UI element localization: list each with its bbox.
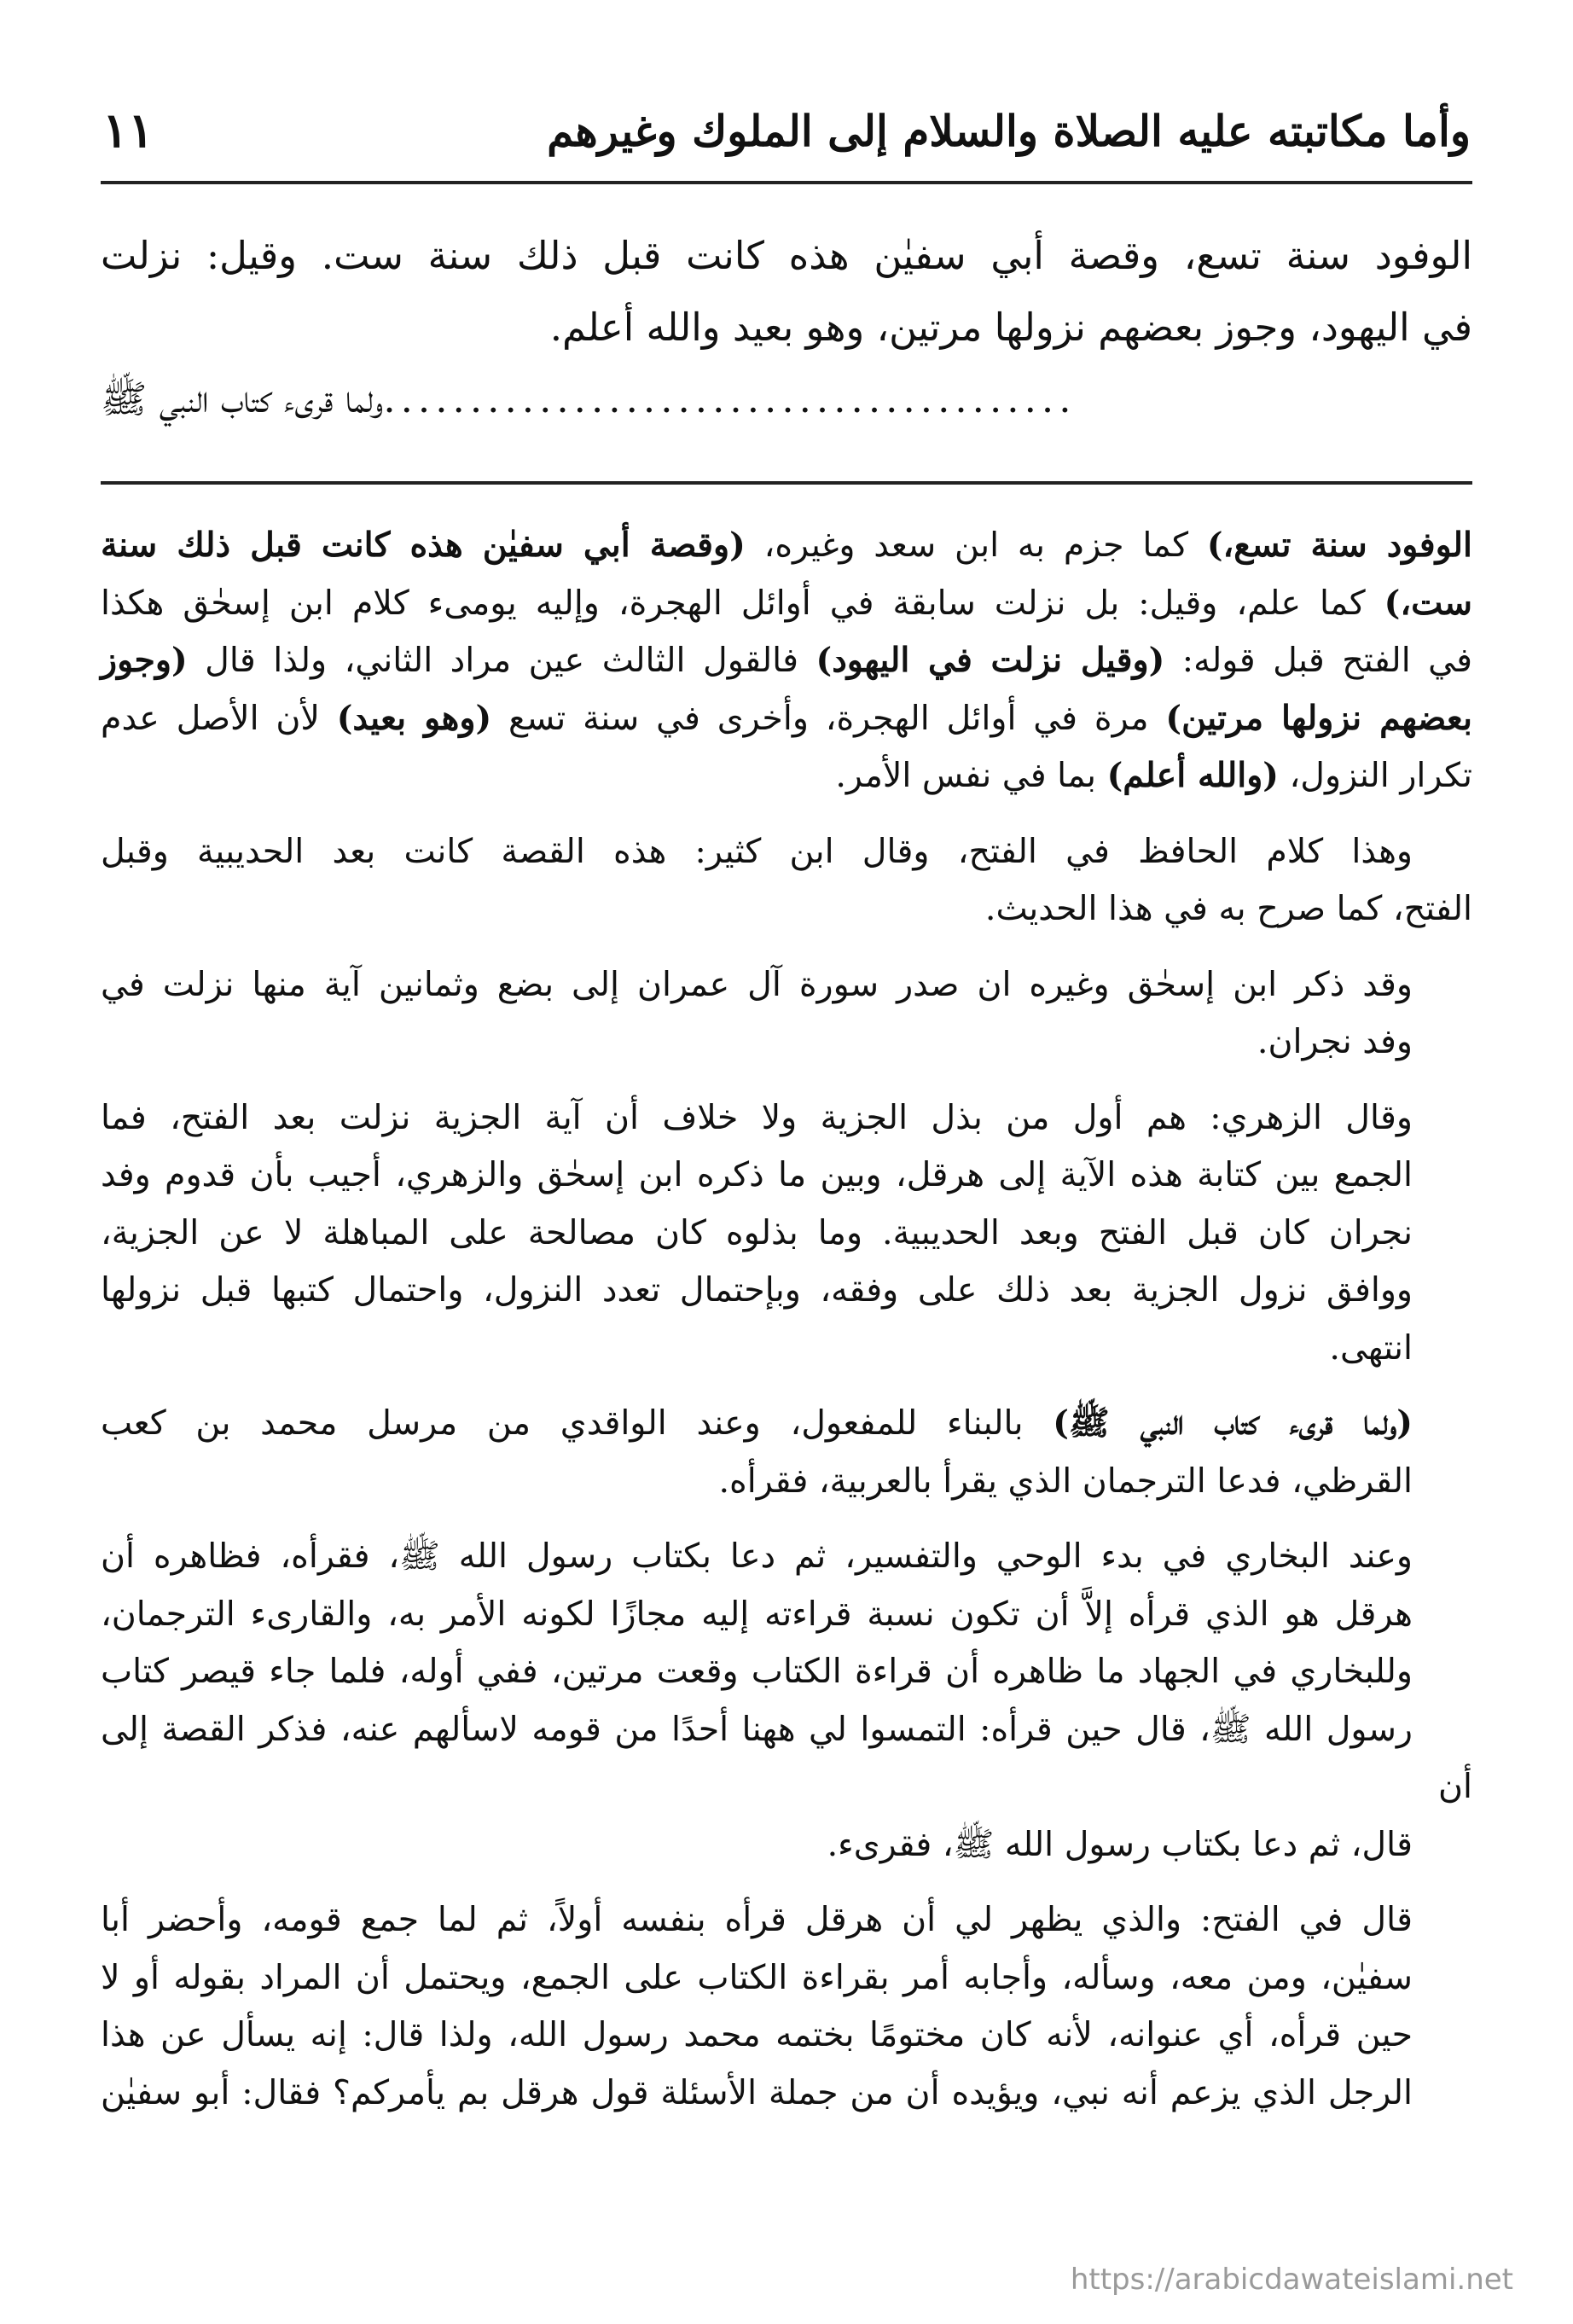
source-watermark: https://arabicdawateislami.net — [1070, 2263, 1513, 2297]
main-text-line: في اليهود، وجوز بعضهم نزولها مرتين، وهو بعيد والله أعلم. — [549, 305, 1472, 350]
quoted-text: (ولما قرىء كتاب النبي ﷺ) — [1053, 1403, 1413, 1443]
quoted-text: (وجوز — [101, 641, 188, 680]
commentary-line: وللبخاري في الجهاد ما ظاهره أن قراءة الكتاب وقعت مرتين، ففي أوله، فلما جاء قيصر كتاب — [101, 1652, 1413, 1691]
commentary-paragraph — [101, 1528, 1472, 1874]
commentary-line: القرظي، فدعا الترجمان الذي يقرأ بالعربية، فقرأه. — [718, 1461, 1413, 1501]
commentary-line: وفد نجران. — [1257, 1022, 1413, 1061]
quoted-text: (وقيل نزلت في اليهود) — [816, 641, 1165, 680]
quoted-text: بعضهم نزولها مرتين) — [1165, 698, 1472, 738]
commentary-text: مرة في أوائل الهجرة، وأخرى في سنة تسع — [491, 698, 1166, 738]
commentary-line: قال في الفتح: والذي يظهر لي أن هرقل قرأه بنفسه أولاً، ثم لما جمع قومه، وأحضر أبا — [101, 1900, 1413, 1939]
commentary-line: قال، ثم دعا بكتاب رسول الله ﷺ، فقرىء. — [827, 1824, 1413, 1864]
quoted-text: (وقصة أبي سفيٰن هذه كانت قبل ذلك سنة — [101, 526, 746, 565]
commentary-line: انتهى. — [1329, 1328, 1413, 1368]
commentary-text: كما جزم به ابن سعد وغيره، — [745, 526, 1207, 565]
commentary-line — [101, 747, 1472, 805]
commentary-text: كما علم، وقيل: بل نزلت سابقة في أوائل الهجرة، وإليه يومىء كلام ابن إسحٰق هكذا — [101, 583, 1384, 623]
commentary-line — [101, 575, 1472, 633]
commentary-line — [101, 517, 1472, 575]
commentary-line: نجران كان قبل الفتح وبعد الحديبية. وما بذلوه كان مصالحة على المباهلة لا عن الجزية، — [101, 1212, 1413, 1252]
commentary-line: ووافق نزول الجزية بعد ذلك على وفقه، وبإحتمال تعدد النزول، واحتمال كتبها قبل نزولها — [101, 1270, 1413, 1310]
main-text-line: الوفود سنة تسع، وقصة أبي سفيٰن هذه كانت قبل ذلك سنة ست. وقيل: نزلت — [101, 233, 1472, 278]
main-text — [101, 220, 1472, 435]
commentary-line: رسول الله ﷺ، قال حين قرأه: التمسوا لي ههنا أحدًا من قومه لاسألهم عنه، فذكر القصة إلى أن — [101, 1709, 1472, 1806]
quoted-text: (والله أعلم) — [1106, 756, 1279, 795]
commentary-line: وقد ذكر ابن إسحٰق وغيره ان صدر سورة آل عمران إلى بضع وثمانين آية منها نزلت في — [101, 964, 1413, 1004]
main-text-line: ولما قرىء كتاب النبي ﷺ — [101, 376, 384, 421]
commentary-text: فالقول الثالث عين مراد الثاني، ولذا قال — [187, 641, 816, 680]
quoted-text: (وهو بعيد) — [336, 698, 492, 738]
commentary-line: الجمع بين كتابة هذه الآية إلى هرقل، وبين ما ذكره ابن إسحٰق والزهري، أجيب بأن قدوم وفد — [101, 1155, 1413, 1194]
header-rule — [101, 181, 1472, 184]
commentary-line: وعند البخاري في بدء الوحي والتفسير، ثم دعا بكتاب رسول الله ﷺ، فقرأه، فظاهره أن — [101, 1537, 1413, 1576]
commentary-line: هرقل هو الذي قرأه إلاَّ أن تكون نسبة قراءته إليه مجازًا لكونه الأمر به، والقارىء الترجمان، — [101, 1594, 1413, 1634]
commentary-paragraph — [101, 517, 1472, 805]
commentary-line: الفتح، كما صرح به في هذا الحديث. — [984, 889, 1472, 928]
commentary-text: بما في نفس الأمر. — [835, 756, 1107, 795]
commentary-line: الرجل الذي يزعم أنه نبي، ويؤيده أن من جملة الأسئلة قول هرقل بم يأمركم؟ فقال: أبو سفيٰن — [101, 2072, 1413, 2112]
commentary-paragraph — [101, 1395, 1472, 1510]
commentary-line: حين قرأه، أي عنوانه، لأنه كان مختومًا بختمه محمد رسول الله، ولذا قال: إنه يسأل عن هذا — [101, 2015, 1413, 2054]
commentary-line: وقال الزهري: هم أول من بذل الجزية ولا خلاف أن آية الجزية نزلت بعد الفتح، فما — [101, 1097, 1413, 1137]
commentary-line — [101, 1395, 1472, 1453]
page-number: ١١ — [102, 102, 154, 159]
quoted-text: ست،) — [1384, 583, 1472, 623]
commentary-line: سفيٰن، ومن معه، وسأله، وأجابه أمر بقراءة الكتاب على الجمع، ويحتمل أن المراد بقوله أو لا — [101, 1957, 1413, 1997]
main-text-continuation — [101, 363, 1472, 435]
commentary-paragraph — [101, 956, 1472, 1072]
continuation-dots: ........................................ — [383, 376, 1077, 421]
commentary — [101, 517, 1472, 2140]
commentary-line — [101, 690, 1472, 748]
commentary-line: وهذا كلام الحافظ في الفتح، وقال ابن كثير: هذه القصة كانت بعد الحديبية وقبل — [101, 831, 1413, 871]
commentary-text: في الفتح قبل قوله: — [1164, 641, 1472, 680]
quoted-text: الوفود سنة تسع،) — [1206, 526, 1473, 565]
commentary-text: لأن الأصل عدم — [101, 698, 337, 738]
commentary-text: بالبناء للمفعول، وعند الواقدي من مرسل محمد بن كعب — [101, 1403, 1054, 1443]
running-header — [102, 92, 1471, 169]
text-separator-rule — [101, 481, 1472, 485]
commentary-paragraph — [101, 1089, 1472, 1378]
commentary-text: تكرار النزول، — [1278, 756, 1472, 795]
commentary-line — [101, 632, 1472, 690]
running-title: وأما مكاتبته عليه الصلاة والسلام إلى الملوك وغيرهم — [547, 105, 1471, 156]
commentary-paragraph — [101, 1891, 1472, 2122]
commentary-paragraph — [101, 823, 1472, 938]
